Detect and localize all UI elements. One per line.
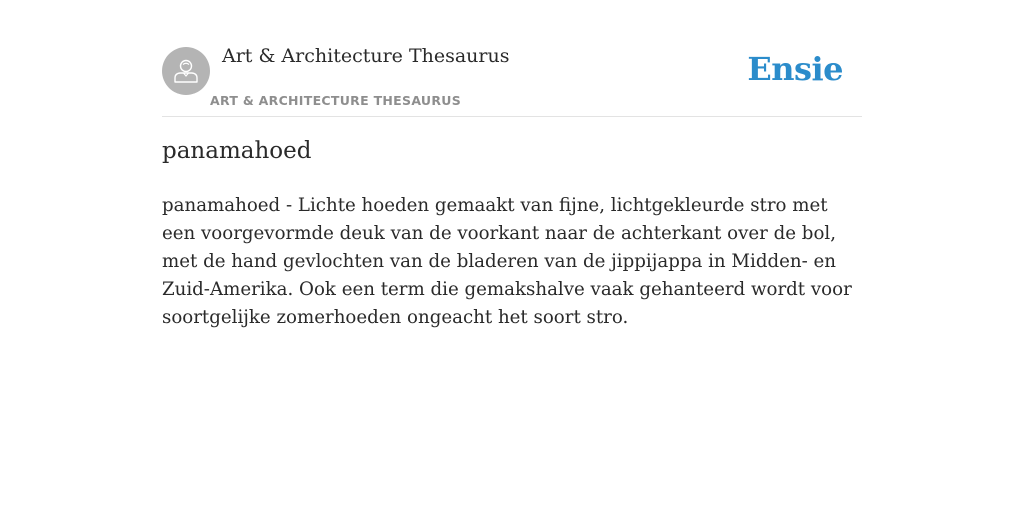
source-title[interactable]: Art & Architecture Thesaurus xyxy=(222,45,510,67)
entry-term: panamahoed xyxy=(162,138,312,164)
source-subtitle[interactable]: ART & ARCHITECTURE THESAURUS xyxy=(210,93,462,108)
brand-logo[interactable]: Ensie xyxy=(747,50,843,88)
page-container xyxy=(162,0,862,328)
user-placeholder-icon xyxy=(171,56,201,86)
entry-definition: panamahoed - Lichte hoeden gemaakt van fijne, lichtgekleurde stro met een voorgevormde deuk van de voorkant naar de achterkant over de bol, met de hand gevlochten van de bladeren van de jippijappa in Midden- en Zuid-Amerika. Ook een term die gemakshalve vaak gehanteerd wordt voor soortgelijke zomerhoeden ongeacht het soort stro. xyxy=(162,195,852,328)
source-header xyxy=(162,0,862,117)
source-avatar[interactable] xyxy=(162,47,210,95)
